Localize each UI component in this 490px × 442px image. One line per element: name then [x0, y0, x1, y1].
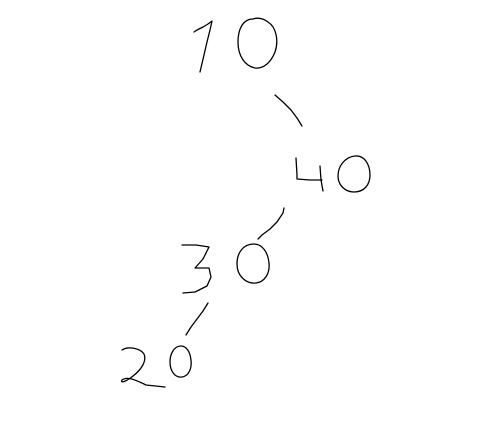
node-10	[194, 18, 277, 72]
digit-0	[238, 18, 277, 68]
digit-0	[237, 244, 269, 283]
edge-30-20	[186, 303, 208, 335]
digit-0	[338, 156, 370, 192]
edge-40-30	[258, 208, 284, 239]
node-30	[182, 244, 269, 293]
node-20	[122, 346, 192, 387]
digit-1	[194, 21, 212, 72]
digit-2	[122, 348, 165, 387]
digit-3	[182, 245, 211, 293]
node-40	[296, 156, 370, 192]
edge-10-40	[275, 95, 302, 126]
digit-4	[296, 158, 323, 191]
digit-0	[170, 346, 191, 377]
